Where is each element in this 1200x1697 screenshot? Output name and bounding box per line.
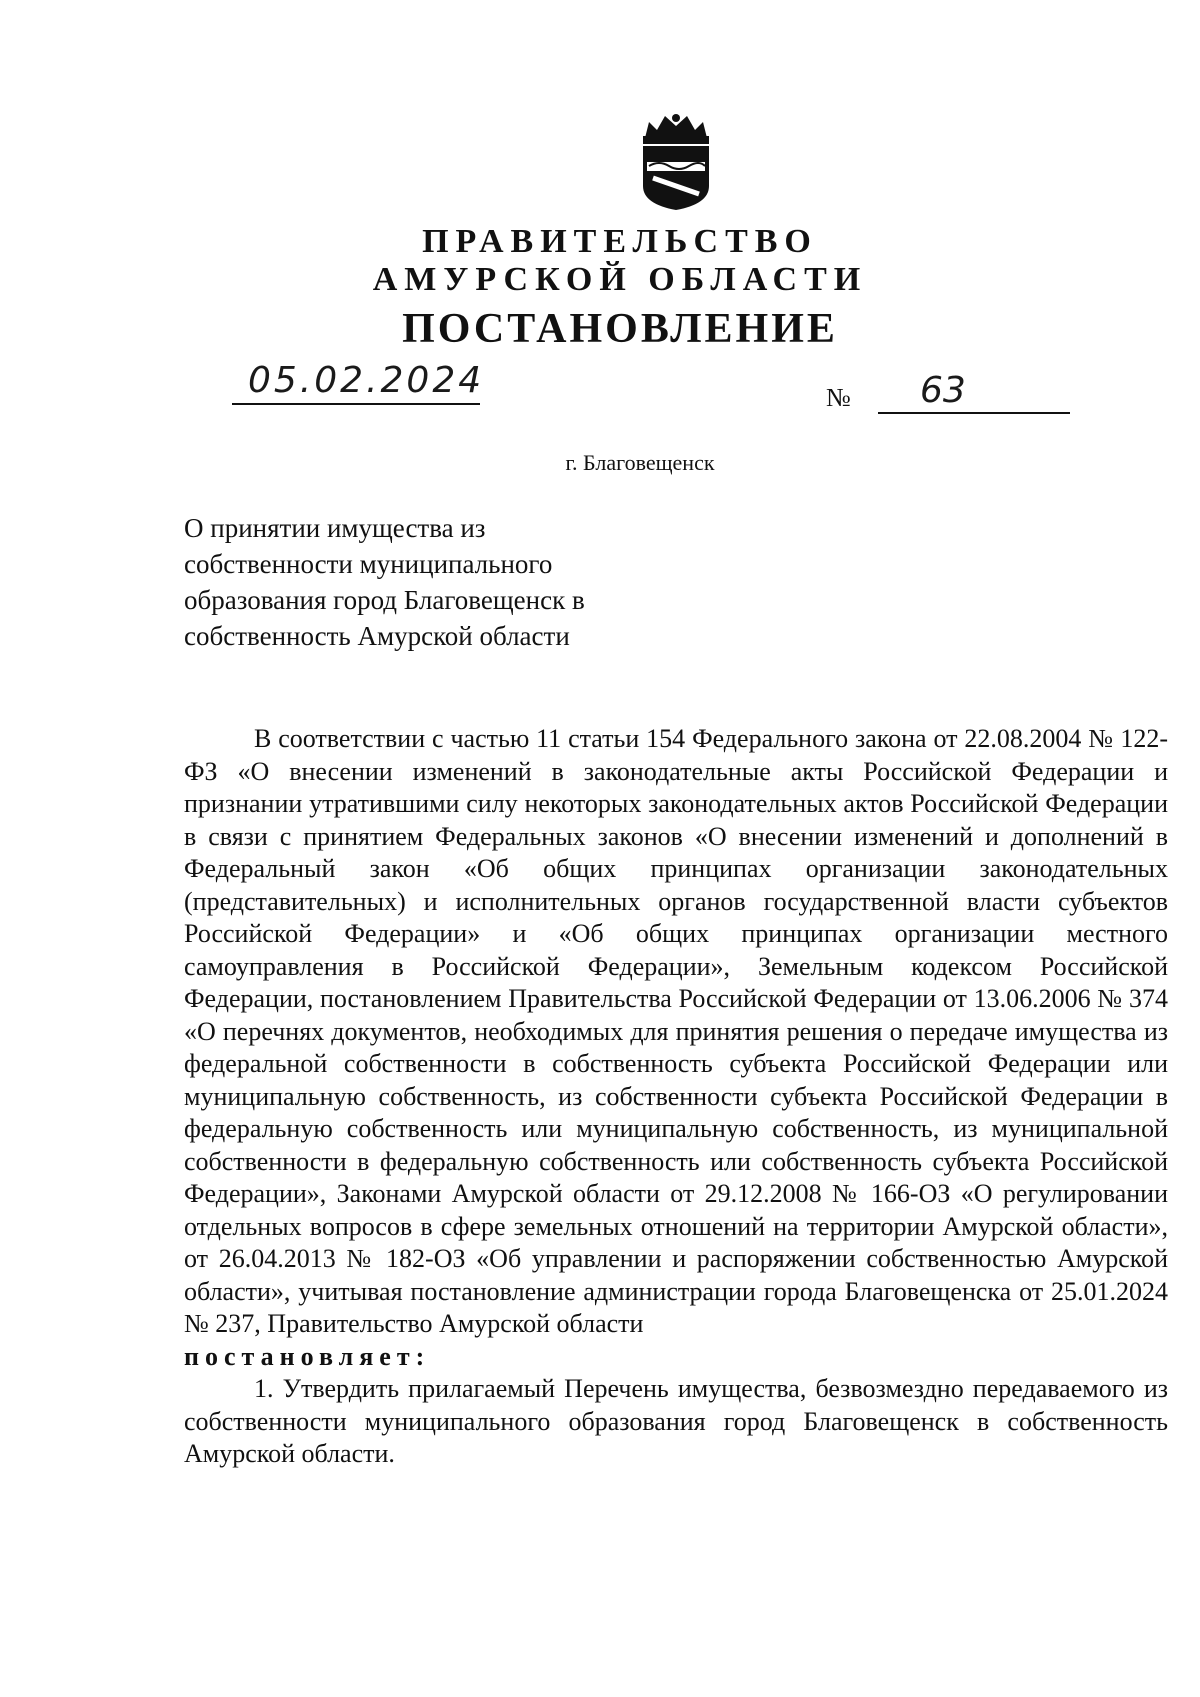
organization-name-line1: ПРАВИТЕЛЬСТВО — [422, 223, 818, 260]
number-underline — [878, 412, 1070, 414]
city-name: г. Благовещенск — [565, 450, 715, 475]
decrees-word: постановляет: — [184, 1341, 431, 1371]
document-date: 05.02.2024 — [248, 360, 485, 401]
document-number: 63 — [920, 370, 966, 411]
number-sign: № — [826, 383, 851, 412]
date-underline — [232, 403, 480, 405]
coat-of-arms-emblem-icon — [635, 110, 717, 212]
organization-name-line2: АМУРСКОЙ ОБЛАСТИ — [372, 261, 868, 298]
subject-line: О принятии имущества из — [184, 513, 486, 543]
subject-line: собственности муниципального — [184, 549, 553, 579]
document-body — [184, 723, 1168, 1471]
document-type-title: ПОСТАНОВЛЕНИЕ — [402, 306, 838, 352]
subject-line: собственность Амурской области — [184, 621, 570, 651]
preamble-paragraph: В соответствии с частью 11 статьи 154 Федерального закона от 22.08.2004 № 122-ФЗ «О внесении изменений в законодательные акты Российской Федерации и признании утратившими силу некоторых законодательных актов Российской Федерации в связи с принятием Федеральных законов «О внесении изменений и дополнений в Федеральный закон «Об общих принципах организации законодательных (представительных) и исполнительных органов государственной власти субъектов Российской Федерации» и «Об общих принципах организации местного самоуправления в Российской Федерации», Земельным кодексом Российской Федерации, постановлением Правительства Российской Федерации от 13.06.2006 № 374 «О перечнях документов, необходимых для принятия решения о передаче имущества из федеральной собственности в собственность субъекта Российской Федерации или муниципальную собственность, из собственности субъекта Российской Федерации в федеральную собственность или муниципальную собственность, из муниципальной собственности в федеральную собственность или собственность субъекта Российской Федерации», Законами Амурской области от 29.12.2008 № 166-ОЗ «О регулировании отдельных вопросов в сфере земельных отношений на территории Амурской области», от 26.04.2013 № 182-ОЗ «Об управлении и распоряжении собственностью Амурской области», учитывая постановление администрации города Благовещенска от 25.01.2024 № 237, Правительство Амурской области — [184, 724, 1168, 1338]
decision-item-1: 1. Утвердить прилагаемый Перечень имущества, безвозмездно передаваемого из собственности муниципального образования город Благовещенск в собственность Амурской области. — [184, 1374, 1168, 1468]
document-subject — [184, 510, 684, 654]
subject-line: образования город Благовещенск в — [184, 585, 585, 615]
